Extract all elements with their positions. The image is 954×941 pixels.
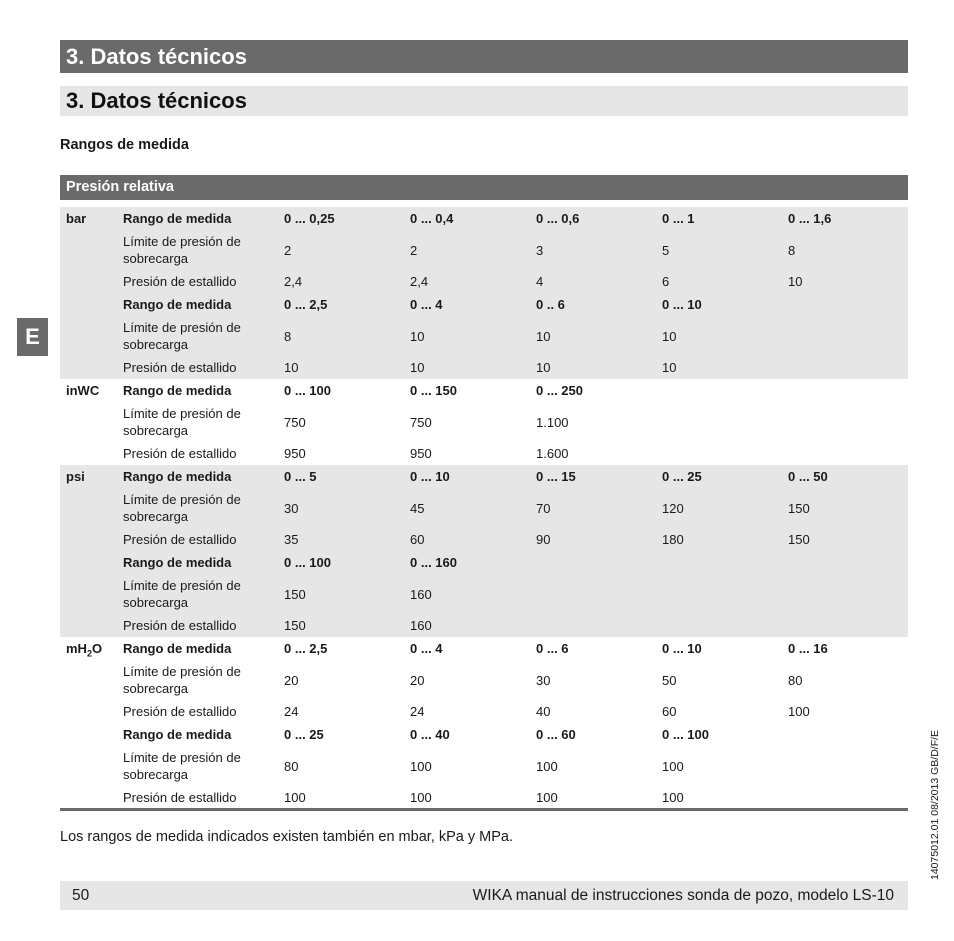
cell-burst: 10 <box>530 356 656 379</box>
row-label-range: Rango de medida <box>117 637 278 660</box>
cell-overload: 20 <box>404 660 530 700</box>
row-label-overload: Límite de presión de sobrecarga <box>117 230 278 270</box>
row-label-overload: Límite de presión de sobrecarga <box>117 402 278 442</box>
cell-burst: 6 <box>656 270 782 293</box>
section-title-dark: 3. Datos técnicos <box>60 40 908 73</box>
cell-burst: 40 <box>530 700 656 723</box>
cell-burst: 60 <box>656 700 782 723</box>
cell-overload: 70 <box>530 488 656 528</box>
row-label-burst: Presión de estallido <box>117 614 278 637</box>
cell-overload: 20 <box>278 660 404 700</box>
table-row <box>60 786 908 809</box>
table-row <box>60 207 908 230</box>
cell-overload <box>656 574 782 614</box>
cell-range: 0 ... 6 <box>530 637 656 660</box>
row-label-overload: Límite de presión de sobrecarga <box>117 574 278 614</box>
cell-overload: 2 <box>278 230 404 270</box>
cell-range: 0 ... 15 <box>530 465 656 488</box>
cell-overload: 10 <box>530 316 656 356</box>
cell-range: 0 ... 1,6 <box>782 207 908 230</box>
row-label-burst: Presión de estallido <box>117 442 278 465</box>
table-header-relative-pressure: Presión relativa <box>60 175 908 200</box>
cell-range <box>656 379 782 402</box>
page-number: 50 <box>72 887 90 904</box>
cell-burst: 100 <box>530 786 656 809</box>
cell-range: 0 ... 100 <box>278 551 404 574</box>
cell-overload: 10 <box>404 316 530 356</box>
cell-overload: 80 <box>278 746 404 786</box>
cell-burst: 150 <box>278 614 404 637</box>
cell-overload: 30 <box>530 660 656 700</box>
row-label-overload: Límite de presión de sobrecarga <box>117 488 278 528</box>
cell-overload <box>530 574 656 614</box>
table-bottom-rule <box>60 808 908 811</box>
cell-burst: 950 <box>404 442 530 465</box>
cell-burst: 24 <box>278 700 404 723</box>
cell-overload: 8 <box>278 316 404 356</box>
cell-burst: 150 <box>782 528 908 551</box>
table-row <box>60 316 908 356</box>
cell-overload: 750 <box>404 402 530 442</box>
table-row <box>60 465 908 488</box>
cell-burst <box>656 442 782 465</box>
cell-burst: 10 <box>782 270 908 293</box>
table-row <box>60 746 908 786</box>
cell-range: 0 ... 4 <box>404 293 530 316</box>
table-row <box>60 293 908 316</box>
table-row <box>60 574 908 614</box>
table-row <box>60 700 908 723</box>
cell-burst: 180 <box>656 528 782 551</box>
cell-range: 0 ... 16 <box>782 637 908 660</box>
cell-overload: 2 <box>404 230 530 270</box>
unit-label <box>60 637 117 809</box>
cell-burst: 160 <box>404 614 530 637</box>
manual-title: WIKA manual de instrucciones sonda de pozo, modelo LS-10 <box>472 887 894 904</box>
cell-range: 0 ... 150 <box>404 379 530 402</box>
cell-burst: 100 <box>278 786 404 809</box>
unit-label: psi <box>60 465 117 637</box>
cell-overload: 8 <box>782 230 908 270</box>
measurement-ranges-table <box>60 207 908 809</box>
row-label-range: Rango de medida <box>117 465 278 488</box>
cell-range: 0 ... 10 <box>404 465 530 488</box>
table-row <box>60 442 908 465</box>
cell-range: 0 ... 100 <box>656 723 782 746</box>
cell-range <box>782 723 908 746</box>
cell-range: 0 .. 6 <box>530 293 656 316</box>
cell-burst <box>782 614 908 637</box>
cell-range <box>656 551 782 574</box>
cell-overload: 10 <box>656 316 782 356</box>
cell-range: 0 ... 25 <box>278 723 404 746</box>
row-label-burst: Presión de estallido <box>117 270 278 293</box>
table-row <box>60 614 908 637</box>
table-row <box>60 551 908 574</box>
unit-subscript: 2 <box>86 648 92 659</box>
cell-range: 0 ... 10 <box>656 637 782 660</box>
cell-range <box>530 551 656 574</box>
page-footer <box>60 881 908 910</box>
table-row <box>60 270 908 293</box>
table-row <box>60 637 908 660</box>
row-label-range: Rango de medida <box>117 207 278 230</box>
cell-range <box>782 293 908 316</box>
cell-range: 0 ... 25 <box>656 465 782 488</box>
cell-overload: 750 <box>278 402 404 442</box>
cell-burst <box>656 614 782 637</box>
cell-burst: 2,4 <box>404 270 530 293</box>
row-label-burst: Presión de estallido <box>117 700 278 723</box>
cell-burst: 4 <box>530 270 656 293</box>
cell-burst: 950 <box>278 442 404 465</box>
cell-overload <box>782 574 908 614</box>
cell-overload: 5 <box>656 230 782 270</box>
table-row <box>60 379 908 402</box>
cell-burst: 35 <box>278 528 404 551</box>
row-label-range: Rango de medida <box>117 293 278 316</box>
unit-label: inWC <box>60 379 117 465</box>
cell-range: 0 ... 100 <box>278 379 404 402</box>
cell-overload: 100 <box>656 746 782 786</box>
unit-tail: O <box>91 641 103 656</box>
cell-overload: 3 <box>530 230 656 270</box>
cell-burst <box>782 786 908 809</box>
cell-range: 0 ... 2,5 <box>278 637 404 660</box>
cell-range: 0 ... 0,25 <box>278 207 404 230</box>
row-label-range: Rango de medida <box>117 379 278 402</box>
cell-range: 0 ... 10 <box>656 293 782 316</box>
cell-range: 0 ... 40 <box>404 723 530 746</box>
cell-overload: 100 <box>404 746 530 786</box>
cell-range <box>782 379 908 402</box>
cell-range: 0 ... 5 <box>278 465 404 488</box>
footnote: Los rangos de medida indicados existen también en mbar, kPa y MPa. <box>60 829 513 845</box>
cell-burst <box>782 356 908 379</box>
cell-range: 0 ... 160 <box>404 551 530 574</box>
cell-burst: 2,4 <box>278 270 404 293</box>
row-label-overload: Límite de presión de sobrecarga <box>117 660 278 700</box>
cell-burst: 1.600 <box>530 442 656 465</box>
cell-overload <box>782 316 908 356</box>
cell-overload: 45 <box>404 488 530 528</box>
row-label-burst: Presión de estallido <box>117 528 278 551</box>
cell-burst: 10 <box>656 356 782 379</box>
cell-burst: 100 <box>656 786 782 809</box>
row-label-burst: Presión de estallido <box>117 356 278 379</box>
section-title-light: 3. Datos técnicos <box>60 86 908 116</box>
cell-range: 0 ... 4 <box>404 637 530 660</box>
cell-burst: 60 <box>404 528 530 551</box>
cell-overload: 30 <box>278 488 404 528</box>
row-label-overload: Límite de presión de sobrecarga <box>117 316 278 356</box>
unit-label: bar <box>60 207 117 379</box>
document-code: 14075012.01 08/2013 GB/D/F/E <box>929 729 941 880</box>
table-row <box>60 402 908 442</box>
table-row <box>60 660 908 700</box>
cell-burst: 10 <box>278 356 404 379</box>
cell-burst <box>782 442 908 465</box>
cell-range: 0 ... 0,6 <box>530 207 656 230</box>
cell-overload: 150 <box>782 488 908 528</box>
row-label-burst: Presión de estallido <box>117 786 278 809</box>
table-row <box>60 356 908 379</box>
cell-range: 0 ... 250 <box>530 379 656 402</box>
cell-overload <box>782 746 908 786</box>
cell-range: 0 ... 2,5 <box>278 293 404 316</box>
cell-burst: 90 <box>530 528 656 551</box>
row-label-range: Rango de medida <box>117 723 278 746</box>
cell-overload <box>782 402 908 442</box>
table-row <box>60 230 908 270</box>
cell-overload: 150 <box>278 574 404 614</box>
cell-range: 0 ... 50 <box>782 465 908 488</box>
cell-range: 0 ... 1 <box>656 207 782 230</box>
cell-overload: 160 <box>404 574 530 614</box>
cell-overload <box>656 402 782 442</box>
cell-burst: 10 <box>404 356 530 379</box>
language-tab-e: E <box>17 318 48 356</box>
cell-overload: 100 <box>530 746 656 786</box>
cell-burst <box>530 614 656 637</box>
cell-burst: 100 <box>404 786 530 809</box>
row-label-overload: Límite de presión de sobrecarga <box>117 746 278 786</box>
cell-burst: 24 <box>404 700 530 723</box>
table-row <box>60 528 908 551</box>
table-row <box>60 488 908 528</box>
unit-main: mH <box>66 641 87 656</box>
cell-range: 0 ... 0,4 <box>404 207 530 230</box>
cell-overload: 120 <box>656 488 782 528</box>
cell-overload: 50 <box>656 660 782 700</box>
cell-burst: 100 <box>782 700 908 723</box>
cell-overload: 80 <box>782 660 908 700</box>
cell-range: 0 ... 60 <box>530 723 656 746</box>
cell-range <box>782 551 908 574</box>
table-row <box>60 723 908 746</box>
cell-overload: 1.100 <box>530 402 656 442</box>
measurement-ranges-heading: Rangos de medida <box>60 137 189 153</box>
row-label-range: Rango de medida <box>117 551 278 574</box>
